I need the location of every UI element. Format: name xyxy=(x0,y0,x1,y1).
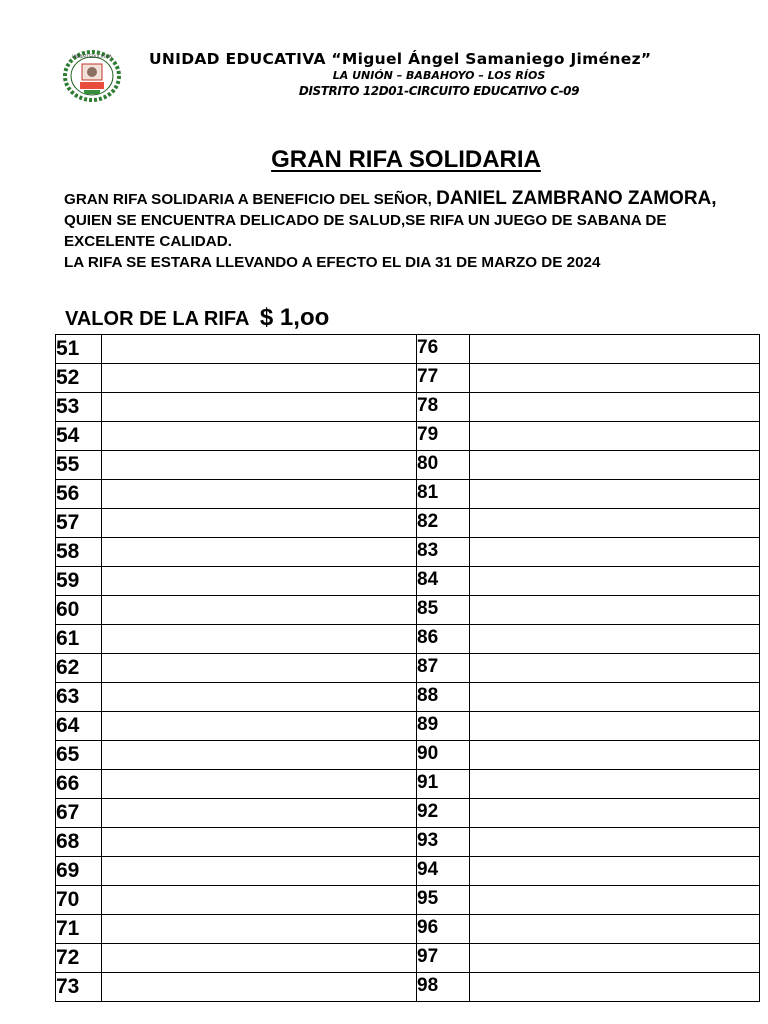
table-row xyxy=(56,944,760,973)
table-row xyxy=(56,509,760,538)
buyer-name-cell[interactable] xyxy=(102,944,417,973)
buyer-name-cell[interactable] xyxy=(102,654,417,683)
ticket-number: 85 xyxy=(417,596,470,625)
raffle-description xyxy=(64,188,754,273)
buyer-name-cell[interactable] xyxy=(102,364,417,393)
price-label: VALOR DE LA RIFA xyxy=(65,308,250,330)
ticket-number: 53 xyxy=(56,393,102,422)
buyer-name-cell[interactable] xyxy=(470,799,760,828)
ticket-number: 86 xyxy=(417,625,470,654)
ticket-number: 93 xyxy=(417,828,470,857)
ticket-number: 60 xyxy=(56,596,102,625)
buyer-name-cell[interactable] xyxy=(470,915,760,944)
buyer-name-cell[interactable] xyxy=(470,683,760,712)
buyer-name-cell[interactable] xyxy=(102,770,417,799)
buyer-name-cell[interactable] xyxy=(470,422,760,451)
table-row xyxy=(56,364,760,393)
table-row xyxy=(56,915,760,944)
table-row xyxy=(56,886,760,915)
table-row xyxy=(56,567,760,596)
ticket-number: 90 xyxy=(417,741,470,770)
table-row xyxy=(56,654,760,683)
ticket-number: 65 xyxy=(56,741,102,770)
buyer-name-cell[interactable] xyxy=(470,886,760,915)
buyer-name-cell[interactable] xyxy=(102,451,417,480)
buyer-name-cell[interactable] xyxy=(102,915,417,944)
ticket-number: 71 xyxy=(56,915,102,944)
buyer-name-cell[interactable] xyxy=(470,712,760,741)
ticket-number: 73 xyxy=(56,973,102,1002)
buyer-name-cell[interactable] xyxy=(470,973,760,1002)
table-row xyxy=(56,393,760,422)
price-value: $ 1,oo xyxy=(259,304,330,331)
table-row xyxy=(56,538,760,567)
ticket-number: 98 xyxy=(417,973,470,1002)
buyer-name-cell[interactable] xyxy=(470,944,760,973)
table-row xyxy=(56,480,760,509)
ticket-number: 81 xyxy=(417,480,470,509)
ticket-number: 62 xyxy=(56,654,102,683)
buyer-name-cell[interactable] xyxy=(470,480,760,509)
ticket-number: 88 xyxy=(417,683,470,712)
buyer-name-cell[interactable] xyxy=(102,828,417,857)
ticket-number: 96 xyxy=(417,915,470,944)
ticket-number: 63 xyxy=(56,683,102,712)
table-row xyxy=(56,712,760,741)
buyer-name-cell[interactable] xyxy=(470,625,760,654)
ticket-number: 61 xyxy=(56,625,102,654)
buyer-name-cell[interactable] xyxy=(470,538,760,567)
ticket-number: 59 xyxy=(56,567,102,596)
ticket-number: 94 xyxy=(417,857,470,886)
buyer-name-cell[interactable] xyxy=(102,741,417,770)
ticket-number: 79 xyxy=(417,422,470,451)
buyer-name-cell[interactable] xyxy=(102,393,417,422)
ticket-number: 84 xyxy=(417,567,470,596)
ticket-number: 68 xyxy=(56,828,102,857)
description-part3: LA RIFA SE ESTARA LLEVANDO A EFECTO EL DIA 31 DE MARZO DE 2024 xyxy=(64,254,601,271)
ticket-number: 83 xyxy=(417,538,470,567)
buyer-name-cell[interactable] xyxy=(102,480,417,509)
buyer-name-cell[interactable] xyxy=(102,857,417,886)
buyer-name-cell[interactable] xyxy=(102,973,417,1002)
ticket-number: 52 xyxy=(56,364,102,393)
buyer-name-cell[interactable] xyxy=(470,741,760,770)
ticket-number: 92 xyxy=(417,799,470,828)
ticket-number: 58 xyxy=(56,538,102,567)
buyer-name-cell[interactable] xyxy=(470,596,760,625)
buyer-name-cell[interactable] xyxy=(470,335,760,364)
buyer-name-cell[interactable] xyxy=(470,567,760,596)
buyer-name-cell[interactable] xyxy=(102,712,417,741)
buyer-name-cell[interactable] xyxy=(470,364,760,393)
buyer-name-cell[interactable] xyxy=(470,393,760,422)
ticket-number: 69 xyxy=(56,857,102,886)
table-row xyxy=(56,828,760,857)
ticket-number: 95 xyxy=(417,886,470,915)
buyer-name-cell[interactable] xyxy=(470,451,760,480)
page-title: GRAN RIFA SOLIDARIA xyxy=(271,146,541,173)
ticket-number: 82 xyxy=(417,509,470,538)
buyer-name-cell[interactable] xyxy=(102,683,417,712)
ticket-number: 64 xyxy=(56,712,102,741)
ticket-number: 91 xyxy=(417,770,470,799)
ticket-number: 78 xyxy=(417,393,470,422)
buyer-name-cell[interactable] xyxy=(470,770,760,799)
ticket-number: 57 xyxy=(56,509,102,538)
table-row xyxy=(56,857,760,886)
raffle-table xyxy=(55,334,760,1002)
buyer-name-cell[interactable] xyxy=(102,422,417,451)
table-row xyxy=(56,799,760,828)
buyer-name-cell[interactable] xyxy=(470,857,760,886)
description-part2: QUIEN SE ENCUENTRA DELICADO DE SALUD,SE RIFA UN JUEGO DE SABANA DE EXCELENTE CALIDAD. xyxy=(64,212,667,250)
buyer-name-cell[interactable] xyxy=(470,509,760,538)
ticket-number: 89 xyxy=(417,712,470,741)
school-name: UNIDAD EDUCATIVA “Miguel Ángel Samaniego Jiménez” xyxy=(149,50,652,68)
table-row xyxy=(56,683,760,712)
school-location: LA UNIÓN – BABAHOYO – LOS RÍOS xyxy=(332,69,546,82)
svg-text:UNIDAD EDUCATIVA: UNIDAD EDUCATIVA xyxy=(72,54,112,59)
ticket-number: 97 xyxy=(417,944,470,973)
school-district: DISTRITO 12D01-CIRCUITO EDUCATIVO C-09 xyxy=(298,84,580,98)
buyer-name-cell[interactable] xyxy=(102,567,417,596)
buyer-name-cell[interactable] xyxy=(102,799,417,828)
table-row xyxy=(56,335,760,364)
ticket-number: 56 xyxy=(56,480,102,509)
table-row xyxy=(56,422,760,451)
buyer-name-cell[interactable] xyxy=(470,654,760,683)
ticket-number: 54 xyxy=(56,422,102,451)
buyer-name-cell[interactable] xyxy=(102,886,417,915)
buyer-name-cell[interactable] xyxy=(470,828,760,857)
table-row xyxy=(56,596,760,625)
ticket-number: 51 xyxy=(56,335,102,364)
buyer-name-cell[interactable] xyxy=(102,625,417,654)
buyer-name-cell[interactable] xyxy=(102,509,417,538)
beneficiary-name: DANIEL ZAMBRANO ZAMORA, xyxy=(436,188,717,209)
buyer-name-cell[interactable] xyxy=(102,596,417,625)
description-part1: GRAN RIFA SOLIDARIA A BENEFICIO DEL SEÑOR, xyxy=(64,191,432,208)
ticket-number: 77 xyxy=(417,364,470,393)
ticket-number: 55 xyxy=(56,451,102,480)
buyer-name-cell[interactable] xyxy=(102,538,417,567)
table-row xyxy=(56,451,760,480)
table-row xyxy=(56,973,760,1002)
ticket-number: 70 xyxy=(56,886,102,915)
ticket-number: 87 xyxy=(417,654,470,683)
ticket-number: 72 xyxy=(56,944,102,973)
buyer-name-cell[interactable] xyxy=(102,335,417,364)
ticket-number: 67 xyxy=(56,799,102,828)
table-row xyxy=(56,741,760,770)
raffle-price xyxy=(65,304,329,332)
table-row xyxy=(56,625,760,654)
ticket-number: 76 xyxy=(417,335,470,364)
ticket-number: 80 xyxy=(417,451,470,480)
table-row xyxy=(56,770,760,799)
ticket-number: 66 xyxy=(56,770,102,799)
